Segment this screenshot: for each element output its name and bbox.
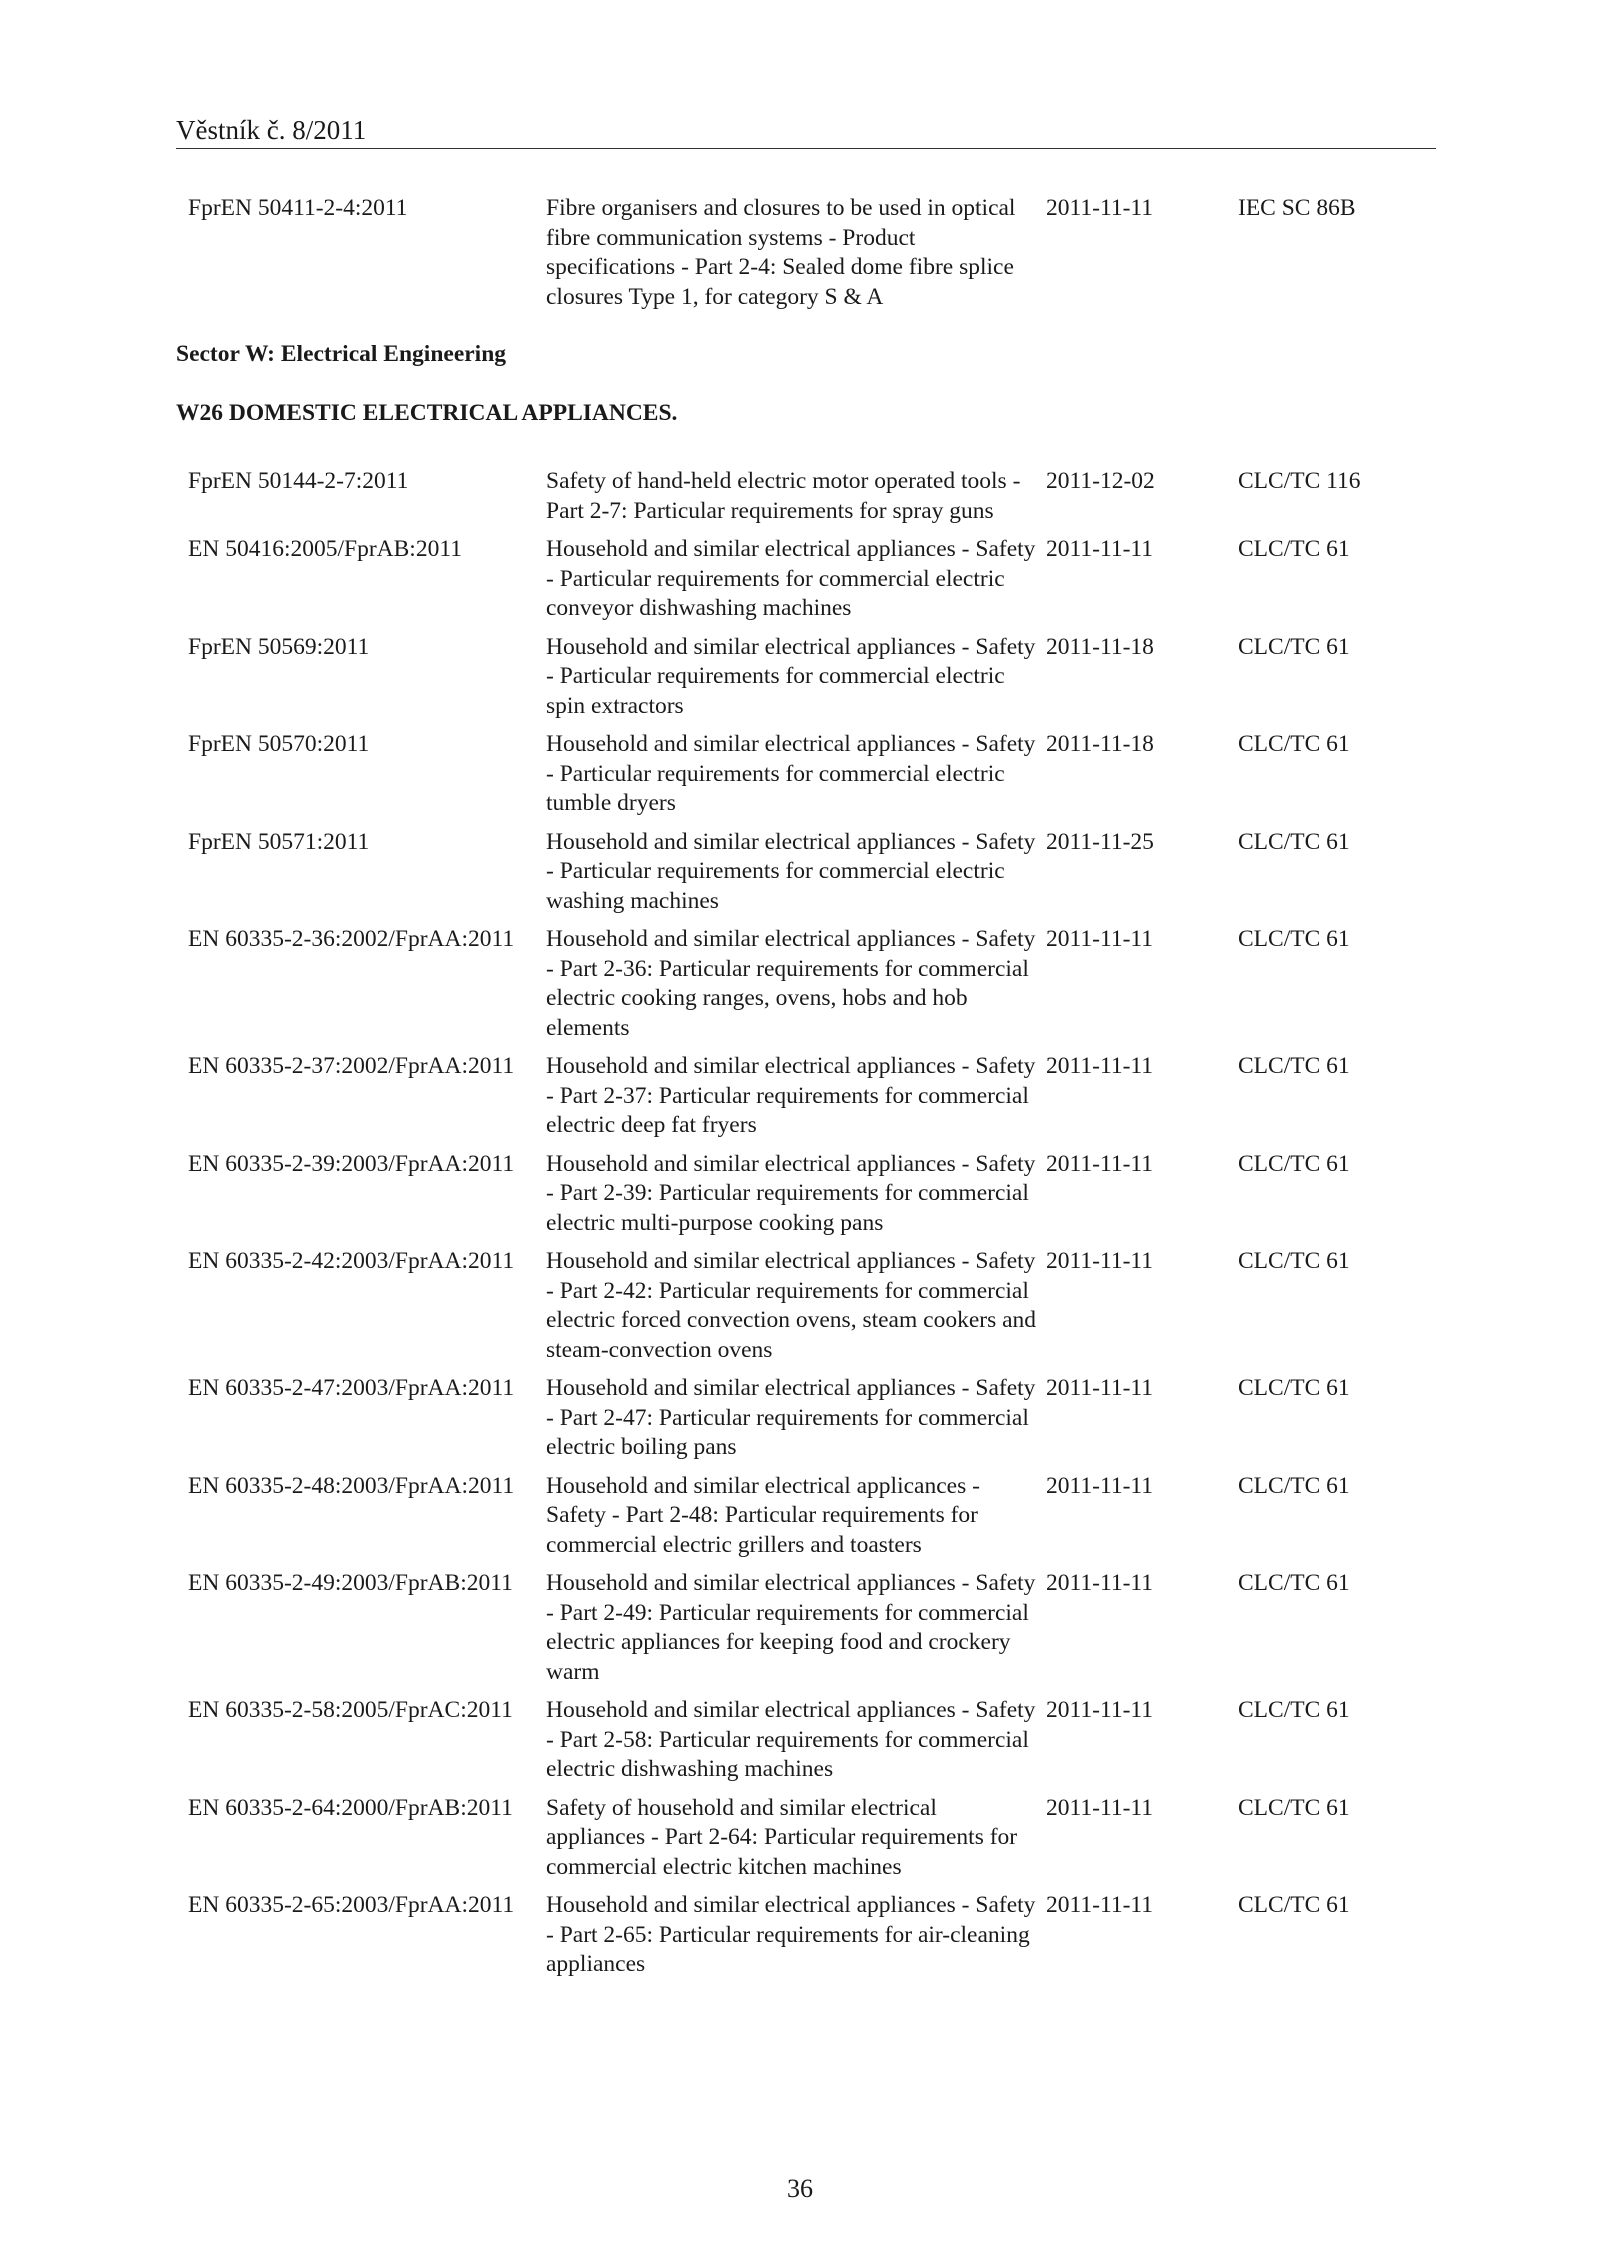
standard-date: 2011-11-11 (1046, 1375, 1154, 1401)
standard-number: EN 60335-2-65:2003/FprAA:2011 (188, 1892, 515, 1918)
standard-committee: CLC/TC 61 (1238, 536, 1350, 562)
standard-title: Household and similar electrical appliances - Safety - Part 2-58: Particular requirements for commercial electric dishwashing machines (546, 1697, 1036, 1782)
standard-title: Household and similar electrical appliances - Safety - Particular requirements for commercial electric washing machines (546, 828, 1036, 914)
table-row (176, 467, 1438, 535)
group-heading: W26 DOMESTIC ELECTRICAL APPLIANCES. (176, 400, 678, 426)
standard-title: Safety of hand-held electric motor operated tools - Part 2-7: Particular requirements for spray guns (546, 468, 1021, 524)
standard-date: 2011-11-11 (1046, 1053, 1154, 1079)
standard-committee: CLC/TC 61 (1238, 1472, 1350, 1499)
table-row (176, 730, 1438, 828)
table-row (176, 1696, 1438, 1794)
standard-title: Fibre organisers and closures to be used in optical fibre communication systems - Product specifications - Part 2-4: Sealed dome fibre splice closures Type 1, for category S & A (546, 195, 1016, 310)
standard-title: Household and similar electrical appliances - Safety - Particular requirements for commercial electric conveyor dishwashing machines (546, 536, 1036, 621)
standard-number: EN 60335-2-48:2003/FprAA:2011 (188, 1472, 515, 1499)
table-row (176, 1150, 1438, 1248)
standard-date: 2011-11-11 (1046, 1697, 1154, 1723)
table-row (176, 1374, 1438, 1472)
standard-title: Household and similar electrical appliances - Safety - Part 2-36: Particular requirements for commercial electric cooking ranges, ovens, hobs and hob elements (546, 926, 1036, 1041)
standard-title: Household and similar electrical appliances - Safety - Part 2-37: Particular requirements for commercial electric deep fat fryers (546, 1053, 1036, 1138)
page-number: 36 (787, 2174, 813, 2203)
standard-date: 2011-11-11 (1046, 1472, 1154, 1499)
standard-committee: CLC/TC 61 (1238, 1570, 1350, 1596)
journal-title: Věstník č. 8/2011 (176, 115, 367, 145)
table-row (176, 828, 1438, 926)
page-header (176, 110, 1436, 149)
standard-title: Household and similar electrical appliances - Safety - Part 2-39: Particular requirements for commercial electric multi-purpose cooking pans (546, 1150, 1036, 1236)
standard-date: 2011-11-11 (1046, 1150, 1154, 1177)
standard-date: 2011-11-18 (1046, 633, 1154, 660)
standard-number: FprEN 50411-2-4:2011 (188, 195, 408, 221)
standard-number: EN 60335-2-64:2000/FprAB:2011 (188, 1794, 513, 1821)
top-standards-table (176, 194, 1438, 312)
standard-number: EN 60335-2-58:2005/FprAC:2011 (188, 1697, 513, 1723)
standard-date: 2011-11-11 (1046, 1892, 1154, 1918)
standard-date: 2011-11-11 (1046, 1794, 1154, 1821)
standard-number: EN 60335-2-37:2002/FprAA:2011 (188, 1053, 515, 1079)
standard-number: EN 60335-2-47:2003/FprAA:2011 (188, 1375, 515, 1401)
standard-title: Safety of household and similar electrical appliances - Part 2-64: Particular requirements for commercial electric kitchen machines (546, 1794, 1018, 1880)
standard-number: EN 60335-2-36:2002/FprAA:2011 (188, 926, 515, 952)
standard-number: FprEN 50569:2011 (188, 633, 370, 660)
standard-number: FprEN 50570:2011 (188, 731, 370, 757)
standard-title: Household and similar electrical appliances - Safety - Part 2-49: Particular requirements for commercial electric appliances for keeping food and crockery warm (546, 1570, 1036, 1685)
table-row (176, 1472, 1438, 1570)
table-row (176, 1052, 1438, 1150)
standards-table (176, 467, 1438, 1989)
table-row (176, 1891, 1438, 1989)
standard-committee: CLC/TC 61 (1238, 1248, 1350, 1274)
table-row (176, 194, 1438, 312)
standard-date: 2011-11-11 (1046, 1248, 1154, 1274)
standard-committee: CLC/TC 61 (1238, 1697, 1350, 1723)
standard-number: EN 60335-2-49:2003/FprAB:2011 (188, 1570, 513, 1596)
table-row (176, 633, 1438, 731)
standard-number: EN 60335-2-39:2003/FprAA:2011 (188, 1150, 515, 1177)
standard-title: Household and similar electrical appliances - Safety - Part 2-65: Particular requirements for air-cleaning appliances (546, 1892, 1036, 1977)
standard-date: 2011-12-02 (1046, 468, 1155, 494)
standard-number: FprEN 50144-2-7:2011 (188, 468, 409, 494)
table-row (176, 1569, 1438, 1696)
standard-committee: CLC/TC 61 (1238, 633, 1350, 660)
standard-committee: CLC/TC 61 (1238, 1150, 1350, 1177)
standard-title: Household and similar electrical appliances - Safety - Particular requirements for commercial electric tumble dryers (546, 731, 1036, 816)
standard-date: 2011-11-11 (1046, 926, 1154, 952)
table-row (176, 925, 1438, 1052)
standard-committee: CLC/TC 61 (1238, 1794, 1350, 1821)
standard-date: 2011-11-25 (1046, 828, 1154, 855)
standard-date: 2011-11-11 (1046, 195, 1154, 221)
table-row (176, 1247, 1438, 1374)
standard-committee: CLC/TC 61 (1238, 828, 1350, 855)
standard-date: 2011-11-18 (1046, 731, 1154, 757)
standard-date: 2011-11-11 (1046, 536, 1154, 562)
standard-title: Household and similar electrical appliances - Safety - Particular requirements for commercial electric spin extractors (546, 633, 1036, 719)
standard-committee: CLC/TC 61 (1238, 1375, 1350, 1401)
standard-title: Household and similar electrical appliances - Safety - Part 2-47: Particular requirements for commercial electric boiling pans (546, 1375, 1036, 1460)
standard-title: Household and similar electrical applicances - Safety - Part 2-48: Particular requirements for commercial electric grillers and toasters (546, 1472, 980, 1558)
standard-committee: CLC/TC 61 (1238, 731, 1350, 757)
standard-committee: CLC/TC 61 (1238, 926, 1350, 952)
standard-committee: CLC/TC 61 (1238, 1892, 1350, 1918)
table-row (176, 1794, 1438, 1892)
standard-date: 2011-11-11 (1046, 1570, 1154, 1596)
standard-committee: CLC/TC 116 (1238, 468, 1361, 494)
sector-heading: Sector W: Electrical Engineering (176, 341, 507, 367)
table-row (176, 535, 1438, 633)
standard-number: EN 50416:2005/FprAB:2011 (188, 536, 462, 562)
standard-committee: CLC/TC 61 (1238, 1053, 1350, 1079)
standard-number: FprEN 50571:2011 (188, 828, 370, 855)
standard-number: EN 60335-2-42:2003/FprAA:2011 (188, 1248, 515, 1274)
standard-committee: IEC SC 86B (1238, 195, 1356, 221)
standard-title: Household and similar electrical appliances - Safety - Part 2-42: Particular requirements for commercial electric forced convection ovens, steam cookers and steam-convection ovens (546, 1248, 1037, 1363)
